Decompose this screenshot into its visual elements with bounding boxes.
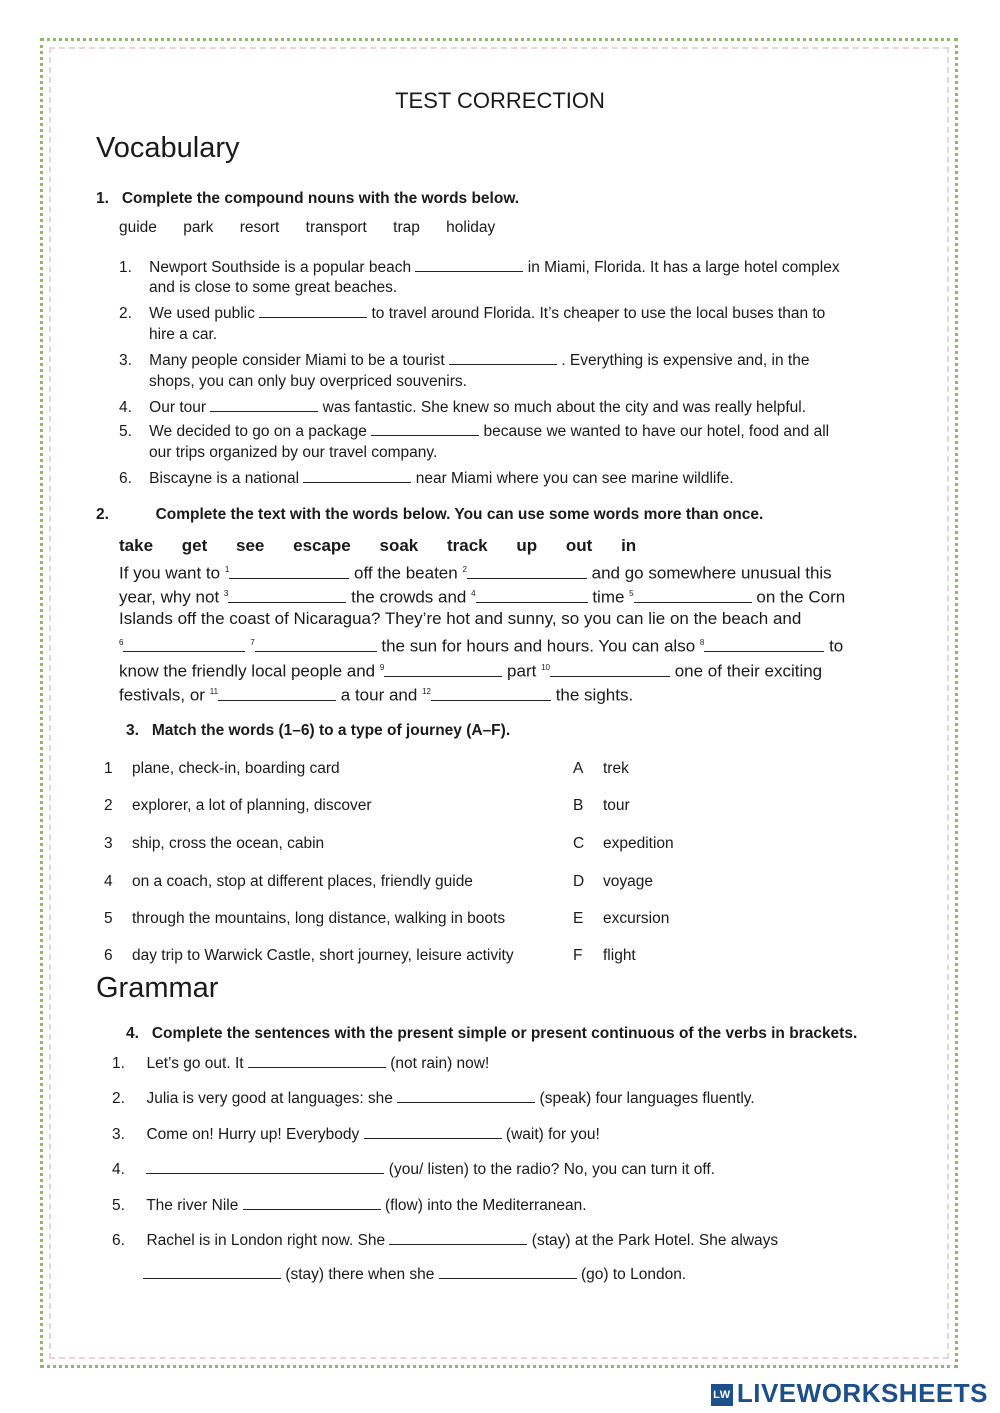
q1-item-3-cont: shops, you can only buy overpriced souvenirs.	[149, 373, 467, 390]
answer-blank[interactable]	[467, 564, 587, 579]
answer-blank[interactable]	[243, 1195, 381, 1210]
word-bank-item: park	[183, 219, 214, 236]
match-letter: E	[573, 910, 584, 927]
answer-blank[interactable]	[550, 662, 670, 677]
answer-blank[interactable]	[389, 1230, 527, 1245]
answer-blank[interactable]	[384, 662, 502, 677]
q4-instruction: Complete the sentences with the present simple or present continuous of the verbs in brackets.	[151, 1025, 858, 1042]
word-bank-item: trap	[393, 219, 420, 236]
word-bank-item: resort	[239, 219, 280, 236]
answer-blank[interactable]	[364, 1124, 502, 1139]
section-heading-grammar: Grammar	[96, 972, 219, 1004]
answer-blank[interactable]	[634, 588, 752, 603]
q4-item-6: 6. Rachel is in London right now. She (stay) at the Park Hotel. She always	[112, 1232, 779, 1249]
q1-item-3: 3. Many people consider Miami to be a tourist . Everything is expensive and, in the	[119, 352, 810, 369]
answer-blank[interactable]	[248, 1053, 386, 1068]
word-bank-item: up	[516, 536, 538, 555]
match-left: plane, check-in, boarding card	[132, 760, 340, 777]
match-right: expedition	[603, 835, 674, 852]
answer-blank[interactable]	[228, 588, 346, 603]
match-right: tour	[603, 797, 630, 814]
match-right: flight	[603, 947, 636, 964]
match-letter: C	[573, 835, 585, 852]
match-letter: D	[573, 873, 585, 890]
answer-blank[interactable]	[229, 564, 349, 579]
q1-word-bank	[119, 219, 517, 237]
answer-blank[interactable]	[123, 637, 245, 652]
match-right: voyage	[603, 873, 653, 890]
logo-badge-icon: LW	[711, 1384, 733, 1406]
section-heading-vocabulary: Vocabulary	[96, 132, 240, 164]
q2-instruction: Complete the text with the words below. You can use some words more than once.	[155, 506, 764, 523]
word-bank-item: soak	[379, 536, 419, 555]
q1-item-5: 5. We decided to go on a package because we wanted to have our hotel, food and all	[119, 423, 830, 440]
match-row: 2	[104, 797, 113, 814]
match-left: ship, cross the ocean, cabin	[132, 835, 325, 852]
q4-item-2: 2. Julia is very good at languages: she (speak) four languages fluently.	[112, 1090, 755, 1107]
match-left: on a coach, stop at different places, friendly guide	[132, 873, 473, 890]
q1-instruction: Complete the compound nouns with the words below.	[121, 190, 520, 207]
match-left: explorer, a lot of planning, discover	[132, 797, 372, 814]
answer-blank[interactable]	[259, 303, 367, 318]
q2-text-line-3: Islands off the coast of Nicaragua? They’re hot and sunny, so you can lie on the beach and	[119, 609, 802, 628]
word-bank-item: out	[565, 536, 593, 555]
match-letter: B	[573, 797, 584, 814]
q3-number: 3.	[126, 722, 139, 739]
q2-text-line-6: festivals, or $^{11}$ a tour and $^{12}$ the sights.	[119, 685, 634, 705]
match-right: trek	[603, 760, 629, 777]
word-bank-item: track	[447, 536, 488, 555]
answer-blank[interactable]	[210, 397, 318, 412]
q1-item-6: 6. Biscayne is a national near Miami where you can see marine wildlife.	[119, 470, 734, 487]
match-right: excursion	[603, 910, 670, 927]
logo-text: LIVEWORKSHEETS	[736, 1378, 988, 1408]
answer-blank[interactable]	[255, 637, 377, 652]
q1-item-1-cont: and is close to some great beaches.	[149, 279, 398, 296]
match-row: 4	[104, 873, 113, 890]
match-letter: A	[573, 760, 584, 777]
q2-text-line-2: year, why not $^3$ the crowds and $^4$ time $^5$ on the Corn	[119, 587, 846, 607]
q2-number: 2.	[96, 506, 109, 523]
q4-item-6-cont: (stay) there when she (go) to London.	[143, 1264, 686, 1284]
q2-text-line-4: $^6$ $^7$ the sun for hours and hours. You can also $^8$ to	[119, 636, 844, 656]
q2-word-bank	[119, 534, 660, 559]
q2-text-line-1: If you want to $^1$ off the beaten $^2$ and go somewhere unusual this	[119, 563, 832, 583]
q1-number: 1.	[96, 190, 109, 207]
q2-heading	[96, 506, 763, 524]
word-bank-item: take	[119, 536, 154, 555]
match-row: 3	[104, 835, 113, 852]
match-row: 6	[104, 947, 113, 964]
q4-number: 4.	[126, 1025, 139, 1042]
match-left: through the mountains, long distance, walking in boots	[132, 910, 506, 927]
q1-item-1: 1. Newport Southside is a popular beach in Miami, Florida. It has a large hotel complex	[119, 259, 840, 276]
answer-blank[interactable]	[146, 1159, 384, 1174]
q4-item-5: 5. The river Nile (flow) into the Mediterranean.	[112, 1197, 587, 1214]
answer-blank[interactable]	[415, 257, 523, 272]
answer-blank[interactable]	[218, 686, 336, 701]
q1-item-4: 4. Our tour was fantastic. She knew so much about the city and was really helpful.	[119, 399, 806, 416]
q1-item-2: 2. We used public to travel around Florida. It’s cheaper to use the local buses than to	[119, 305, 826, 322]
q4-item-4: 4. (you/ listen) to the radio? No, you can turn it off.	[112, 1161, 716, 1178]
q1-item-2-cont: hire a car.	[149, 326, 218, 343]
q2-text-line-5: know the friendly local people and $^9$ part $^{10}$ one of their exciting	[119, 661, 823, 681]
answer-blank[interactable]	[143, 1264, 281, 1279]
answer-blank[interactable]	[431, 686, 551, 701]
answer-blank[interactable]	[704, 637, 824, 652]
word-bank-item: get	[181, 536, 208, 555]
word-bank-item: transport	[305, 219, 367, 236]
answer-blank[interactable]	[397, 1088, 535, 1103]
match-row: 5	[104, 910, 113, 927]
answer-blank[interactable]	[303, 468, 411, 483]
q3-heading	[126, 722, 510, 740]
q4-heading	[126, 1025, 857, 1043]
q1-heading	[96, 190, 519, 208]
word-bank-item: see	[236, 536, 265, 555]
page-title: TEST CORRECTION	[395, 88, 605, 113]
match-row: 1	[104, 760, 113, 777]
answer-blank[interactable]	[439, 1264, 577, 1279]
liveworksheets-logo	[711, 1378, 988, 1409]
match-left: day trip to Warwick Castle, short journey, leisure activity	[132, 947, 514, 964]
word-bank-item: holiday	[446, 219, 496, 236]
q4-item-3: 3. Come on! Hurry up! Everybody (wait) for you!	[112, 1126, 600, 1143]
q3-instruction: Match the words (1–6) to a type of journey (A–F).	[151, 722, 511, 739]
q1-item-5-cont: our trips organized by our travel company.	[149, 444, 438, 461]
answer-blank[interactable]	[449, 350, 557, 365]
answer-blank[interactable]	[476, 588, 588, 603]
q4-item-1: 1. Let’s go out. It (not rain) now!	[112, 1055, 490, 1072]
word-bank-item: guide	[119, 219, 157, 236]
word-bank-item: in	[621, 536, 637, 555]
word-bank-item: escape	[293, 536, 351, 555]
answer-blank[interactable]	[371, 421, 479, 436]
match-letter: F	[573, 947, 583, 964]
